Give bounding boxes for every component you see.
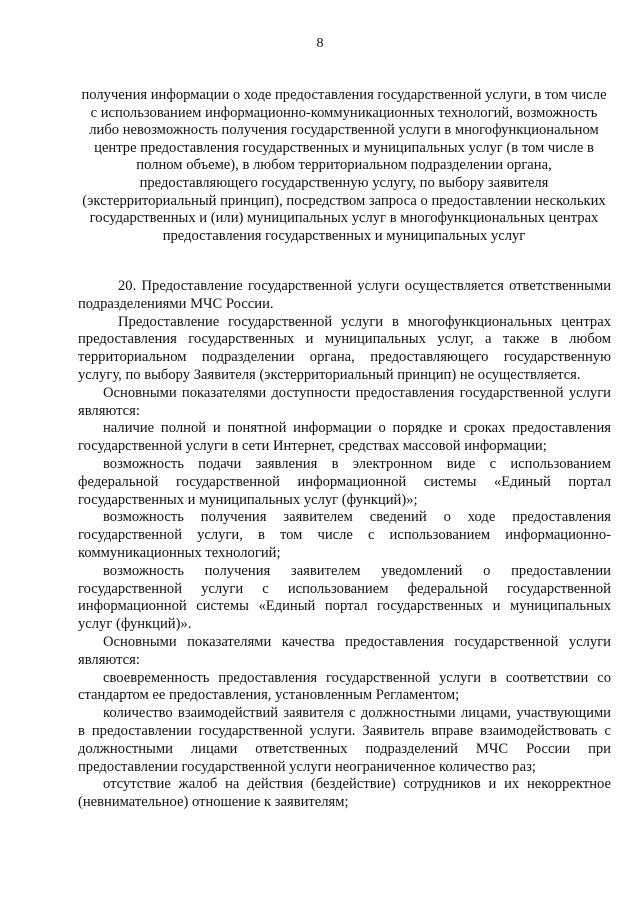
list-item-electronic-application: возможность подачи заявления в электронном виде с использованием федеральной государственной информационной системы «Единый портал государственных и муниципальных услуг (функций)»; <box>78 455 611 508</box>
page-number: 8 <box>316 36 324 51</box>
list-item-information: наличие полной и понятной информации о порядке и сроках предоставления государственной услуги в сети Интернет, средствах массовой информации; <box>78 420 611 455</box>
list-item-interactions: количество взаимодействий заявителя с должностными лицами, участвующими в предоставлении государственной услуги. Заявитель вправе взаимодействовать с должностными лицами ответственных подразделений МЧС России при предоставлении государственной услуги неограниченное количество раз; <box>78 705 611 775</box>
section-heading: получения информации о ходе предоставления государственной услуги, в том числе с использованием информационно-коммуникационных технологий, возможность либо невозможность получения государственной услуги в многофункциональном центре предоставления государственных и муниципальных услуг (в том числе в полном объеме), в любом территориальном подразделении органа, предоставляющего государственную услугу, по выбору заявителя (экстерриториальный принцип), посредством запроса о предоставлении нескольких государственных и (или) муниципальных услуг в многофункциональных центрах предоставления государственных и муниципальных услуг <box>81 87 607 244</box>
list-item-notifications: возможность получения заявителем уведомлений о предоставлении государственной услуги с использованием федеральной государственной информационной системы «Единый портал государственных и муниципальных услуг (функций)». <box>78 562 611 633</box>
list-item-timeliness: своевременность предоставления государственной услуги в соответствии со стандартом ее предоставления, установленным Регламентом; <box>78 669 611 704</box>
paragraph-quality-intro: Основными показателями качества предоставления государственной услуги являются: <box>78 633 611 668</box>
paragraph-accessibility-intro: Основными показателями доступности предоставления государственной услуги являются: <box>78 384 611 419</box>
paragraph-mfc: Предоставление государственной услуги в многофункциональных центрах предоставления государственных и муниципальных услуг, а также в любом территориальном подразделении органа, предоставляющего государственную услугу, по выбору Заявителя (экстерриториальный принцип) не осуществляется. <box>78 313 611 383</box>
list-item-progress-info: возможность получения заявителем сведений о ходе предоставления государственной услуги, в том числе с использованием информационно-коммуникационных технологий; <box>78 509 611 561</box>
document-body <box>78 278 611 812</box>
list-item-no-complaints: отсутствие жалоб на действия (бездействие) сотрудников и их некорректное (невнимательное) отношение к заявителям; <box>78 776 611 811</box>
paragraph-20: 20. Предоставление государственной услуги осуществляется ответственными подразделениями МЧС России. <box>78 278 611 312</box>
